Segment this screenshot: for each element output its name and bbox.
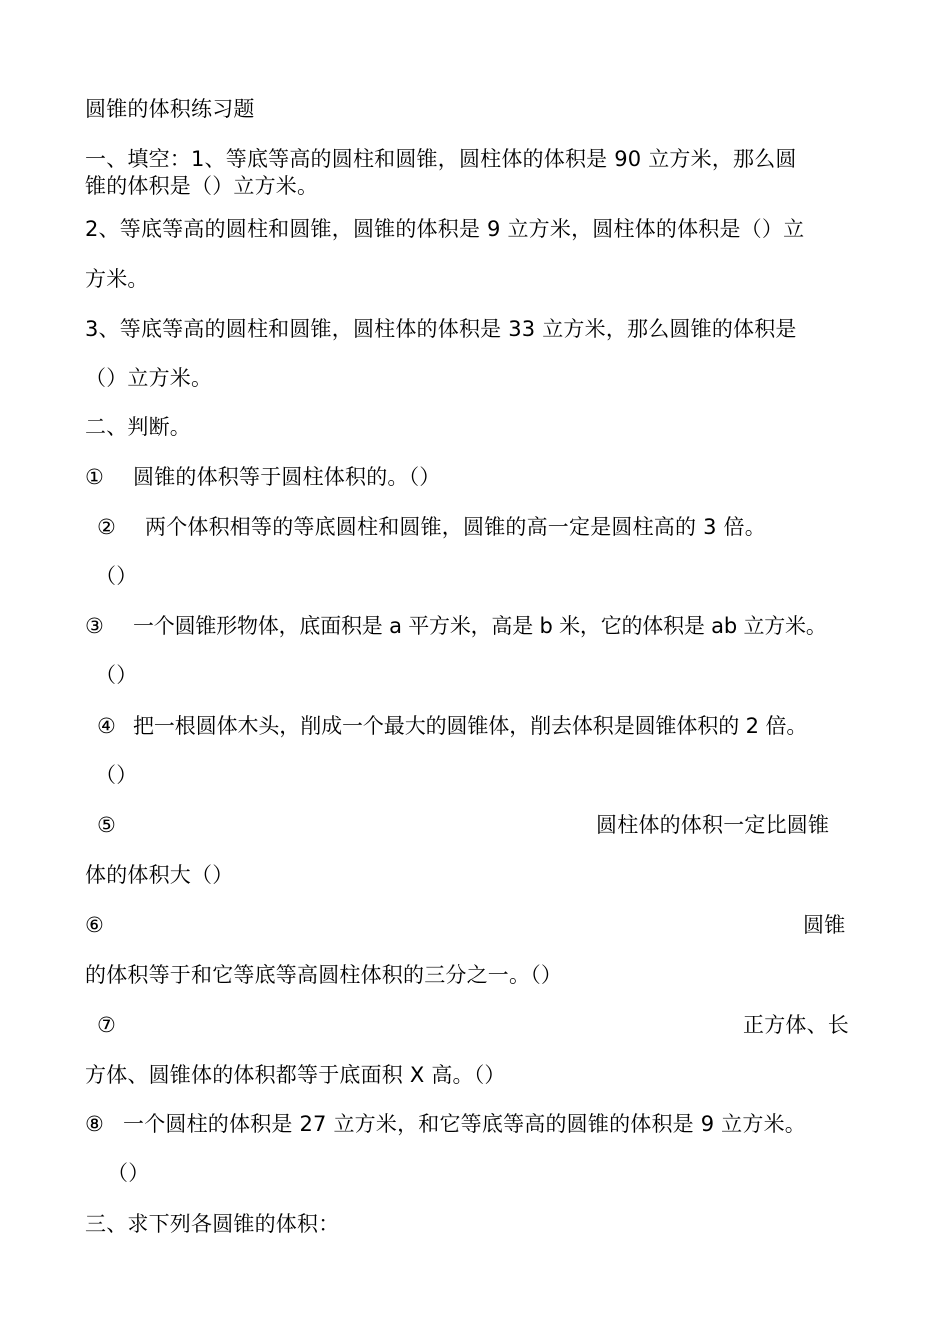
judge-item-4-paren: （）	[95, 763, 138, 787]
judge-item-2-text: 两个体积相等的等底圆柱和圆锥，圆锥的高一定是圆柱高的 3 倍。	[145, 515, 766, 539]
judge-item-5-number: ⑤	[97, 813, 117, 837]
judge-item-7-text-cont: 方体、圆锥体的体积都等于底面积 X 高。（）	[85, 1063, 506, 1087]
judge-item-5-text-cont: 体的体积大（）	[85, 863, 234, 887]
page-title: 圆锥的体积练习题	[85, 97, 255, 121]
judge-item-7-number: ⑦	[97, 1013, 117, 1037]
judge-item-8-text: 一个圆柱的体积是 27 立方米，和它等底等高的圆锥的体积是 9 立方米。	[123, 1112, 806, 1136]
fill-in-q1-line1: 一、填空：1、等底等高的圆柱和圆锥，圆柱体的体积是 90 立方米，那么圆	[85, 147, 797, 171]
judge-item-5-text-right: 圆柱体的体积一定比圆锥	[596, 813, 830, 837]
judge-item-4-text: 把一根圆体木头，削成一个最大的圆锥体，削去体积是圆锥体积的 2 倍。	[133, 714, 808, 738]
fill-in-q2-line1: 2、等底等高的圆柱和圆锥，圆锥的体积是 9 立方米，圆柱体的体积是（）立	[85, 217, 805, 241]
judge-item-1-text: 圆锥的体积等于圆柱体积的。（）	[133, 465, 441, 489]
judge-item-6-text-cont: 的体积等于和它等底等高圆柱体积的三分之一。（）	[85, 963, 563, 987]
judge-item-2-number: ②	[97, 515, 117, 539]
judge-item-3-paren: （）	[95, 663, 138, 687]
section2-heading: 二、判断。	[85, 415, 191, 439]
fill-in-q3-line2: （）立方米。	[85, 366, 213, 390]
judge-item-6-text-right: 圆锥	[803, 913, 846, 937]
judge-item-8-number: ⑧	[85, 1112, 105, 1136]
judge-item-3-number: ③	[85, 614, 105, 638]
section3-heading: 三、求下列各圆锥的体积：	[85, 1212, 340, 1236]
judge-item-7-text-right: 正方体、长	[743, 1013, 849, 1037]
judge-item-6-number: ⑥	[85, 913, 105, 937]
judge-item-2-paren: （）	[95, 564, 138, 588]
judge-item-1-number: ①	[85, 465, 105, 489]
fill-in-q2-line2: 方米。	[85, 267, 149, 291]
judge-item-8-paren: （）	[107, 1161, 150, 1185]
fill-in-q1-line2: 锥的体积是（）立方米。	[85, 174, 319, 198]
judge-item-4-number: ④	[97, 714, 117, 738]
fill-in-q3-line1: 3、等底等高的圆柱和圆锥，圆柱体的体积是 33 立方米，那么圆锥的体积是	[85, 317, 797, 341]
judge-item-3-text: 一个圆锥形物体，底面积是 a 平方米，高是 b 米，它的体积是 ab 立方米。	[133, 614, 827, 638]
